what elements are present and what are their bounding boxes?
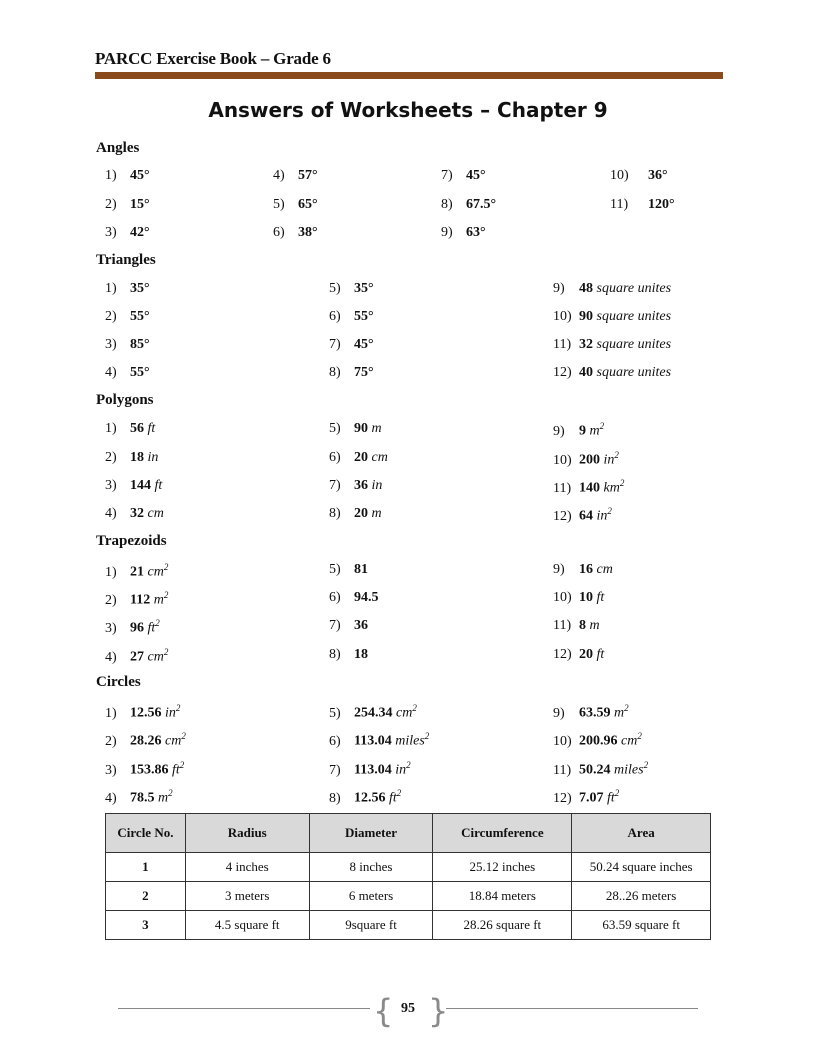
answer-number: 10) (553, 590, 572, 605)
answer-number: 4) (105, 790, 117, 806)
answer-exponent: 2 (619, 478, 625, 488)
circles-answer (329, 703, 417, 722)
answer-number: 6) (329, 450, 341, 465)
answer-exponent: 2 (406, 760, 411, 770)
table-header-cell: Circumference (433, 814, 572, 853)
section-heading-polygons: Polygons (96, 392, 154, 408)
triangles-answer (553, 365, 671, 381)
answer-unit: cm (371, 450, 388, 465)
answer-number: 8) (329, 365, 341, 380)
answer-value: 27 (130, 649, 144, 665)
section-heading-angles: Angles (96, 140, 140, 156)
footer-rule-left (118, 1008, 370, 1009)
triangles-answer (553, 309, 671, 325)
answer-value: 12.56 (130, 705, 162, 721)
answer-value: 45° (130, 168, 150, 183)
angles-answer (105, 197, 150, 213)
answer-value: 20 (354, 506, 368, 521)
polygons-answer (329, 506, 382, 522)
answer-unit: m (614, 705, 625, 721)
table-header-cell: Area (572, 814, 711, 853)
trapezoids-answer (105, 562, 168, 581)
answer-number: 7) (329, 478, 341, 493)
left-bracket-icon: { (373, 992, 394, 1030)
answer-number: 11) (553, 762, 572, 778)
answer-unit: ft (596, 647, 605, 662)
answer-number: 5) (273, 197, 285, 212)
circles-answer (329, 731, 429, 750)
answer-unit: in (371, 478, 383, 493)
answer-value: 12.56 (354, 790, 386, 806)
triangles-answer (329, 309, 374, 325)
answer-number: 8) (329, 506, 341, 521)
answer-exponent: 2 (614, 450, 619, 460)
page-number: 95 (401, 1001, 415, 1016)
answer-unit: m (371, 421, 382, 436)
answer-value: 94.5 (354, 590, 379, 605)
answer-number: 9) (553, 562, 565, 577)
answer-value: 50.24 (579, 762, 611, 778)
trapezoids-answer (105, 590, 168, 609)
answer-number: 4) (105, 649, 117, 665)
trapezoids-answer (329, 590, 379, 606)
answer-value: 254.34 (354, 705, 393, 721)
answer-value: 40 (579, 365, 593, 380)
answer-number: 10) (553, 452, 572, 468)
table-cell: 4 inches (185, 853, 309, 882)
triangles-answer (553, 337, 671, 353)
answer-value: 90 (579, 309, 593, 324)
answer-unit: cm (147, 649, 164, 665)
answer-unit: square unites (596, 309, 672, 324)
answer-number: 11) (553, 337, 572, 352)
header-rule (95, 72, 723, 79)
answer-exponent: 2 (599, 421, 605, 431)
answer-number: 5) (329, 421, 341, 436)
trapezoids-answer (329, 562, 368, 578)
answer-value: 32 (130, 506, 144, 521)
answer-value: 20 (354, 450, 368, 465)
answer-value: 18 (354, 647, 368, 662)
answer-number: 10) (553, 309, 572, 324)
polygons-answer (329, 478, 382, 494)
angles-answer (610, 168, 668, 184)
circles-answer (105, 703, 180, 722)
table-cell: 3 (106, 911, 186, 940)
table-cell: 28..26 meters (572, 882, 711, 911)
section-heading-triangles: Triangles (96, 252, 156, 268)
answer-number: 5) (329, 705, 341, 721)
book-title: PARCC Exercise Book – Grade 6 (95, 49, 331, 68)
answer-unit: km (603, 480, 620, 496)
answer-number: 7) (329, 337, 341, 352)
answer-number: 4) (105, 506, 117, 521)
answer-unit: ft (389, 790, 397, 806)
trapezoids-answer (553, 647, 604, 663)
angles-answer (441, 225, 486, 241)
answer-value: 112 (130, 592, 151, 608)
answer-number: 9) (553, 705, 565, 721)
table-cell: 28.26 square ft (433, 911, 572, 940)
answer-number: 1) (105, 281, 117, 296)
angles-answer (105, 168, 150, 184)
answer-number: 9) (553, 281, 565, 296)
answer-value: 7.07 (579, 790, 604, 806)
circles-answer (105, 731, 186, 750)
answer-number: 11) (553, 480, 572, 496)
answer-unit: miles (614, 762, 644, 778)
polygons-answer (105, 421, 155, 437)
answer-unit: m (153, 592, 164, 608)
answer-value: 15° (130, 197, 150, 212)
answer-unit: cm (147, 506, 164, 521)
answer-exponent: 2 (181, 731, 186, 741)
circles-answer (105, 788, 173, 807)
answer-value: 90 (354, 421, 368, 436)
answer-unit: in (603, 452, 615, 468)
polygons-answer (329, 450, 388, 466)
answer-value: 55° (130, 365, 150, 380)
answer-value: 67.5° (466, 197, 497, 212)
triangles-answer (105, 337, 150, 353)
table-cell: 63.59 square ft (572, 911, 711, 940)
answer-number: 12) (553, 365, 572, 380)
answer-number: 8) (441, 197, 453, 212)
answer-number: 4) (105, 365, 117, 380)
answer-number: 6) (329, 590, 341, 605)
table-row (106, 882, 711, 911)
answer-value: 200 (579, 452, 600, 468)
answer-exponent: 2 (163, 590, 169, 600)
polygons-answer (105, 478, 162, 494)
answer-number: 3) (105, 225, 117, 240)
answer-exponent: 2 (179, 760, 185, 770)
answer-number: 11) (553, 618, 572, 633)
answer-unit: ft (154, 478, 163, 493)
answer-unit: cm (147, 564, 164, 580)
table-header-row (106, 814, 711, 853)
polygons-answer (105, 506, 164, 522)
table-cell: 25.12 inches (433, 853, 572, 882)
answer-number: 2) (105, 733, 117, 749)
answer-unit: ft (147, 421, 156, 436)
answer-number: 3) (105, 478, 117, 493)
answer-exponent: 2 (168, 788, 173, 798)
answer-number: 8) (329, 647, 341, 662)
answer-number: 8) (329, 790, 341, 806)
trapezoids-answer (329, 618, 368, 634)
answer-unit: m (589, 423, 600, 439)
answer-value: 21 (130, 564, 144, 580)
answer-unit: m (158, 790, 169, 806)
answer-number: 5) (329, 281, 341, 296)
answer-value: 32 (579, 337, 593, 352)
answer-value: 45° (354, 337, 374, 352)
polygons-answer (553, 506, 612, 525)
answer-value: 38° (298, 225, 318, 240)
table-row (106, 911, 711, 940)
polygons-answer (105, 450, 158, 466)
triangles-answer (105, 309, 150, 325)
answer-value: 140 (579, 480, 600, 496)
answer-value: 64 (579, 508, 593, 524)
answer-exponent: 2 (412, 703, 417, 713)
table-cell: 2 (106, 882, 186, 911)
answer-unit: cm (596, 562, 613, 577)
answer-exponent: 2 (155, 618, 160, 628)
answer-number: 3) (105, 337, 117, 352)
answer-number: 6) (329, 733, 341, 749)
triangles-answer (329, 337, 374, 353)
answer-value: 16 (579, 562, 593, 577)
answer-unit: ft (172, 762, 180, 778)
answer-value: 75° (354, 365, 374, 380)
trapezoids-answer (105, 647, 168, 666)
answer-value: 85° (130, 337, 150, 352)
answer-value: 56 (130, 421, 144, 436)
answer-exponent: 2 (163, 562, 169, 572)
table-cell: 50.24 square inches (572, 853, 711, 882)
polygons-answer (553, 421, 604, 440)
answer-number: 1) (105, 421, 117, 436)
circle-table (105, 813, 711, 940)
answer-number: 6) (273, 225, 285, 240)
answer-number: 7) (329, 762, 341, 778)
angles-answer (105, 225, 150, 241)
answer-number: 10) (553, 733, 572, 749)
answer-value: 63° (466, 225, 486, 240)
answer-value: 153.86 (130, 762, 169, 778)
answer-number: 1) (105, 168, 117, 183)
answer-value: 113.04 (354, 733, 392, 749)
answer-unit: cm (396, 705, 413, 721)
answer-number: 9) (441, 225, 453, 240)
answer-number: 11) (610, 197, 629, 212)
answer-number: 2) (105, 450, 117, 465)
answer-unit: ft (147, 620, 156, 636)
circles-answer (329, 788, 401, 807)
answer-exponent: 2 (614, 788, 620, 798)
angles-answer (441, 197, 496, 213)
answer-value: 28.26 (130, 733, 162, 749)
answer-unit: in (395, 762, 407, 778)
answer-exponent: 2 (624, 703, 629, 713)
answer-exponent: 2 (637, 731, 642, 741)
polygons-answer (553, 478, 624, 497)
page-title: Answers of Worksheets – Chapter 9 (208, 98, 608, 122)
triangles-answer (105, 365, 150, 381)
answer-unit: ft (596, 590, 605, 605)
triangles-answer (553, 281, 671, 297)
circles-answer (553, 703, 629, 722)
answer-value: 35° (130, 281, 150, 296)
answer-value: 144 (130, 478, 151, 493)
circles-answer (553, 760, 648, 779)
answer-number: 3) (105, 762, 117, 778)
answer-value: 81 (354, 562, 368, 577)
table-header-cell: Diameter (309, 814, 433, 853)
trapezoids-answer (553, 590, 604, 606)
trapezoids-answer (105, 618, 160, 637)
answer-number: 3) (105, 620, 117, 636)
answer-unit: m (589, 618, 600, 633)
answer-value: 55° (130, 309, 150, 324)
answer-exponent: 2 (424, 731, 430, 741)
table-cell: 1 (106, 853, 186, 882)
answer-number: 7) (329, 618, 341, 633)
answer-value: 63.59 (579, 705, 611, 721)
answer-unit: m (371, 506, 382, 521)
answer-value: 20 (579, 647, 593, 662)
answer-number: 12) (553, 647, 572, 662)
answer-value: 36 (354, 478, 368, 493)
answer-value: 36° (648, 168, 668, 183)
section-heading-trapezoids: Trapezoids (96, 533, 167, 549)
answer-value: 10 (579, 590, 593, 605)
table-cell: 4.5 square ft (185, 911, 309, 940)
answer-number: 1) (105, 564, 117, 580)
circles-answer (553, 731, 642, 750)
angles-answer (273, 225, 318, 241)
answer-unit: in (596, 508, 608, 524)
angles-answer (273, 197, 318, 213)
answer-value: 57° (298, 168, 318, 183)
table-cell: 8 inches (309, 853, 433, 882)
answer-exponent: 2 (163, 647, 169, 657)
answer-value: 113.04 (354, 762, 392, 778)
triangles-answer (105, 281, 150, 297)
answer-number: 1) (105, 705, 117, 721)
angles-answer (441, 168, 486, 184)
answer-unit: in (147, 450, 159, 465)
trapezoids-answer (553, 618, 600, 634)
table-header-cell: Circle No. (106, 814, 186, 853)
answer-value: 120° (648, 197, 675, 212)
answer-number: 12) (553, 790, 572, 806)
table-cell: 9square ft (309, 911, 433, 940)
answer-value: 35° (354, 281, 374, 296)
answer-value: 45° (466, 168, 486, 183)
answer-unit: miles (395, 733, 425, 749)
answer-unit: in (165, 705, 176, 721)
answer-value: 8 (579, 618, 586, 633)
right-bracket-icon: } (428, 992, 449, 1030)
answer-number: 2) (105, 197, 117, 212)
trapezoids-answer (329, 647, 368, 663)
circles-answer (553, 788, 619, 807)
table-cell: 18.84 meters (433, 882, 572, 911)
answer-exponent: 2 (396, 788, 402, 798)
answer-number: 4) (273, 168, 285, 183)
answer-number: 10) (610, 168, 629, 183)
angles-answer (273, 168, 318, 184)
section-heading-circles: Circles (96, 674, 141, 690)
answer-unit: square unites (596, 281, 672, 296)
answer-unit: square unites (596, 365, 672, 380)
answer-unit: ft (607, 790, 615, 806)
answer-unit: cm (165, 733, 182, 749)
answer-value: 96 (130, 620, 144, 636)
circles-answer (329, 760, 411, 779)
trapezoids-answer (553, 562, 613, 578)
answer-value: 200.96 (579, 733, 618, 749)
triangles-answer (329, 281, 374, 297)
answer-value: 42° (130, 225, 150, 240)
answer-unit: cm (621, 733, 638, 749)
answer-value: 55° (354, 309, 374, 324)
answer-number: 12) (553, 508, 572, 524)
answer-value: 65° (298, 197, 318, 212)
table-cell: 6 meters (309, 882, 433, 911)
circles-answer (105, 760, 184, 779)
answer-value: 78.5 (130, 790, 155, 806)
triangles-answer (329, 365, 374, 381)
answer-number: 5) (329, 562, 341, 577)
answer-unit: square unites (596, 337, 672, 352)
answer-exponent: 2 (607, 506, 612, 516)
angles-answer (610, 197, 675, 213)
answer-number: 9) (553, 423, 565, 439)
answer-number: 6) (329, 309, 341, 324)
footer-rule-right (446, 1008, 698, 1009)
answer-value: 36 (354, 618, 368, 633)
answer-number: 2) (105, 592, 117, 608)
answer-exponent: 2 (175, 703, 181, 713)
answer-exponent: 2 (643, 760, 649, 770)
polygons-answer (553, 450, 619, 469)
table-cell: 3 meters (185, 882, 309, 911)
answer-value: 48 (579, 281, 593, 296)
answer-value: 18 (130, 450, 144, 465)
polygons-answer (329, 421, 382, 437)
answer-number: 2) (105, 309, 117, 324)
table-header-cell: Radius (185, 814, 309, 853)
table-row (106, 853, 711, 882)
answer-value: 9 (579, 423, 586, 439)
answer-number: 7) (441, 168, 453, 183)
